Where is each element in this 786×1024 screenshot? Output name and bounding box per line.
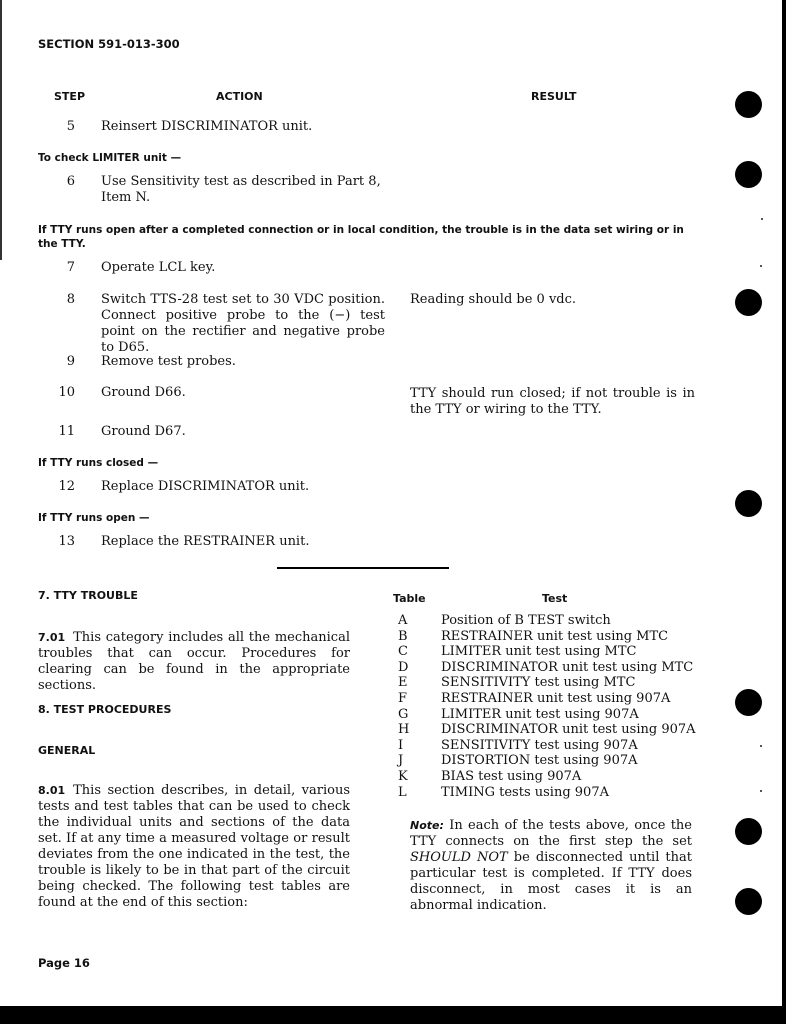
scan-speck [761, 218, 763, 220]
binder-hole-icon [735, 818, 762, 845]
table-test-name: RESTRAINER unit test using MTC [441, 628, 669, 644]
table-row [398, 769, 581, 785]
step-number: 9 [66, 354, 75, 369]
section-heading-8: 8. TEST PROCEDURES [38, 703, 172, 716]
scan-speck [760, 745, 762, 747]
table-test-name: Position of B TEST switch [441, 613, 611, 628]
note-text: be disconnected until that particular test is completed. If TTY does disconnect, in most cases it is an abnormal indication. [410, 850, 693, 913]
step-action: Ground D66. [101, 385, 186, 400]
table-row [398, 644, 636, 660]
step-result: Reading should be 0 vdc. [410, 292, 577, 307]
table-row [398, 785, 609, 801]
note-block [410, 818, 692, 914]
table-test-name: DISCRIMINATOR unit test using 907A [441, 722, 696, 738]
section-id: SECTION 591-013-300 [38, 37, 180, 51]
paragraph-text: This category includes all the mechanical troubles that can occur. Procedures for clearing can be found in the appropriate sections. [38, 630, 350, 693]
table-test-name: LIMITER unit test using MTC [441, 644, 637, 660]
column-header-step: STEP [54, 90, 86, 103]
scan-speck [760, 265, 762, 267]
page-right-edge [782, 0, 786, 1024]
table-test-name: DISTORTION test using 907A [441, 753, 638, 769]
step-action: Use Sensitivity test as described in Part 8, Item N. [101, 174, 381, 205]
condition-label: If TTY runs open after a completed connection or in local condition, the trouble is in the data set wiring or in the TTY. [38, 224, 684, 250]
step-action: Ground D67. [101, 424, 186, 439]
condition-label: If TTY runs open — [38, 512, 150, 524]
paragraph-8-01 [38, 783, 350, 911]
table-row [398, 738, 638, 754]
table-letter: A [398, 613, 408, 628]
section-heading-7: 7. TTY TROUBLE [38, 589, 138, 602]
paragraph-7-01 [38, 630, 350, 694]
table-test-name: SENSITIVITY test using MTC [441, 675, 636, 691]
binder-hole-icon [735, 91, 762, 118]
section-divider [277, 567, 449, 569]
column-header-result: RESULT [531, 90, 577, 103]
step-number: 5 [66, 119, 75, 134]
table-column-header-test: Test [542, 592, 568, 605]
binder-hole-icon [735, 689, 762, 716]
paragraph-number: 7.01 [38, 631, 66, 644]
step-action: Reinsert DISCRIMINATOR unit. [101, 119, 313, 134]
step-result: TTY should run closed; if not trouble is in the TTY or wiring to the TTY. [410, 386, 695, 417]
table-letter: J [398, 753, 404, 769]
binder-hole-icon [735, 888, 762, 915]
subsection-heading-general: GENERAL [38, 744, 96, 757]
binder-hole-icon [735, 289, 762, 316]
column-header-action: ACTION [216, 90, 263, 103]
table-letter: G [398, 706, 409, 722]
table-letter: C [398, 644, 408, 660]
table-test-name: SENSITIVITY test using 907A [441, 737, 638, 753]
step-number: 7 [66, 260, 75, 275]
step-action: Replace DISCRIMINATOR unit. [101, 479, 310, 494]
table-test-name: BIAS test using 907A [441, 769, 582, 784]
table-letter: K [398, 769, 408, 784]
table-letter: L [398, 784, 407, 800]
note-label: Note: [410, 819, 444, 832]
step-number: 13 [58, 534, 75, 549]
step-action: Operate LCL key. [101, 260, 216, 275]
table-row [398, 629, 668, 645]
paragraph-text: This section describes, in detail, various tests and test tables that can be used to check the individual units and sections of the data set. If at any time a measured voltage or result deviates from the one indicated in the test, the trouble is likely to be in that part of the circuit being checked. The following test tables are found at the end of this section: [38, 783, 350, 910]
table-row [398, 707, 639, 723]
step-action: Switch TTS-28 test set to 30 VDC position. Connect positive probe to the (−) test point on the rectifier and negative probe to D65. [101, 292, 385, 355]
table-row [398, 675, 635, 691]
step-number: 10 [58, 385, 75, 400]
page-number: Page 16 [38, 956, 90, 970]
table-row [398, 691, 670, 707]
paragraph-number: 8.01 [38, 784, 66, 797]
step-number: 11 [58, 424, 75, 439]
condition-label: To check LIMITER unit — [38, 152, 182, 164]
step-number: 12 [58, 479, 75, 494]
step-number: 8 [66, 292, 75, 307]
table-letter: F [398, 691, 408, 706]
table-test-name: DISCRIMINATOR unit test using MTC [441, 659, 694, 675]
table-test-name: RESTRAINER unit test using 907A [441, 691, 671, 706]
table-letter: D [398, 659, 409, 675]
note-emphasis: SHOULD NOT [410, 850, 508, 865]
table-letter: H [398, 722, 410, 738]
table-row [398, 753, 638, 769]
table-row [398, 722, 696, 738]
binder-hole-icon [735, 490, 762, 517]
table-letter: B [398, 628, 408, 644]
table-letter: I [398, 737, 404, 753]
table-letter: E [398, 675, 408, 691]
table-test-name: LIMITER unit test using 907A [441, 706, 639, 722]
step-action: Replace the RESTRAINER unit. [101, 534, 310, 549]
scan-bottom-bar [0, 1006, 786, 1024]
condition-label: If TTY runs closed — [38, 457, 159, 469]
table-row [398, 613, 611, 629]
binder-hole-icon [735, 161, 762, 188]
page-left-edge [0, 0, 2, 260]
scan-speck [760, 790, 762, 792]
step-action: Remove test probes. [101, 354, 236, 369]
table-test-name: TIMING tests using 907A [441, 784, 609, 800]
step-number: 6 [66, 174, 75, 189]
table-column-header-table: Table [393, 592, 426, 605]
table-row [398, 660, 693, 676]
note-text: In each of the tests above, once the TTY connects on the first step the set [410, 818, 692, 849]
